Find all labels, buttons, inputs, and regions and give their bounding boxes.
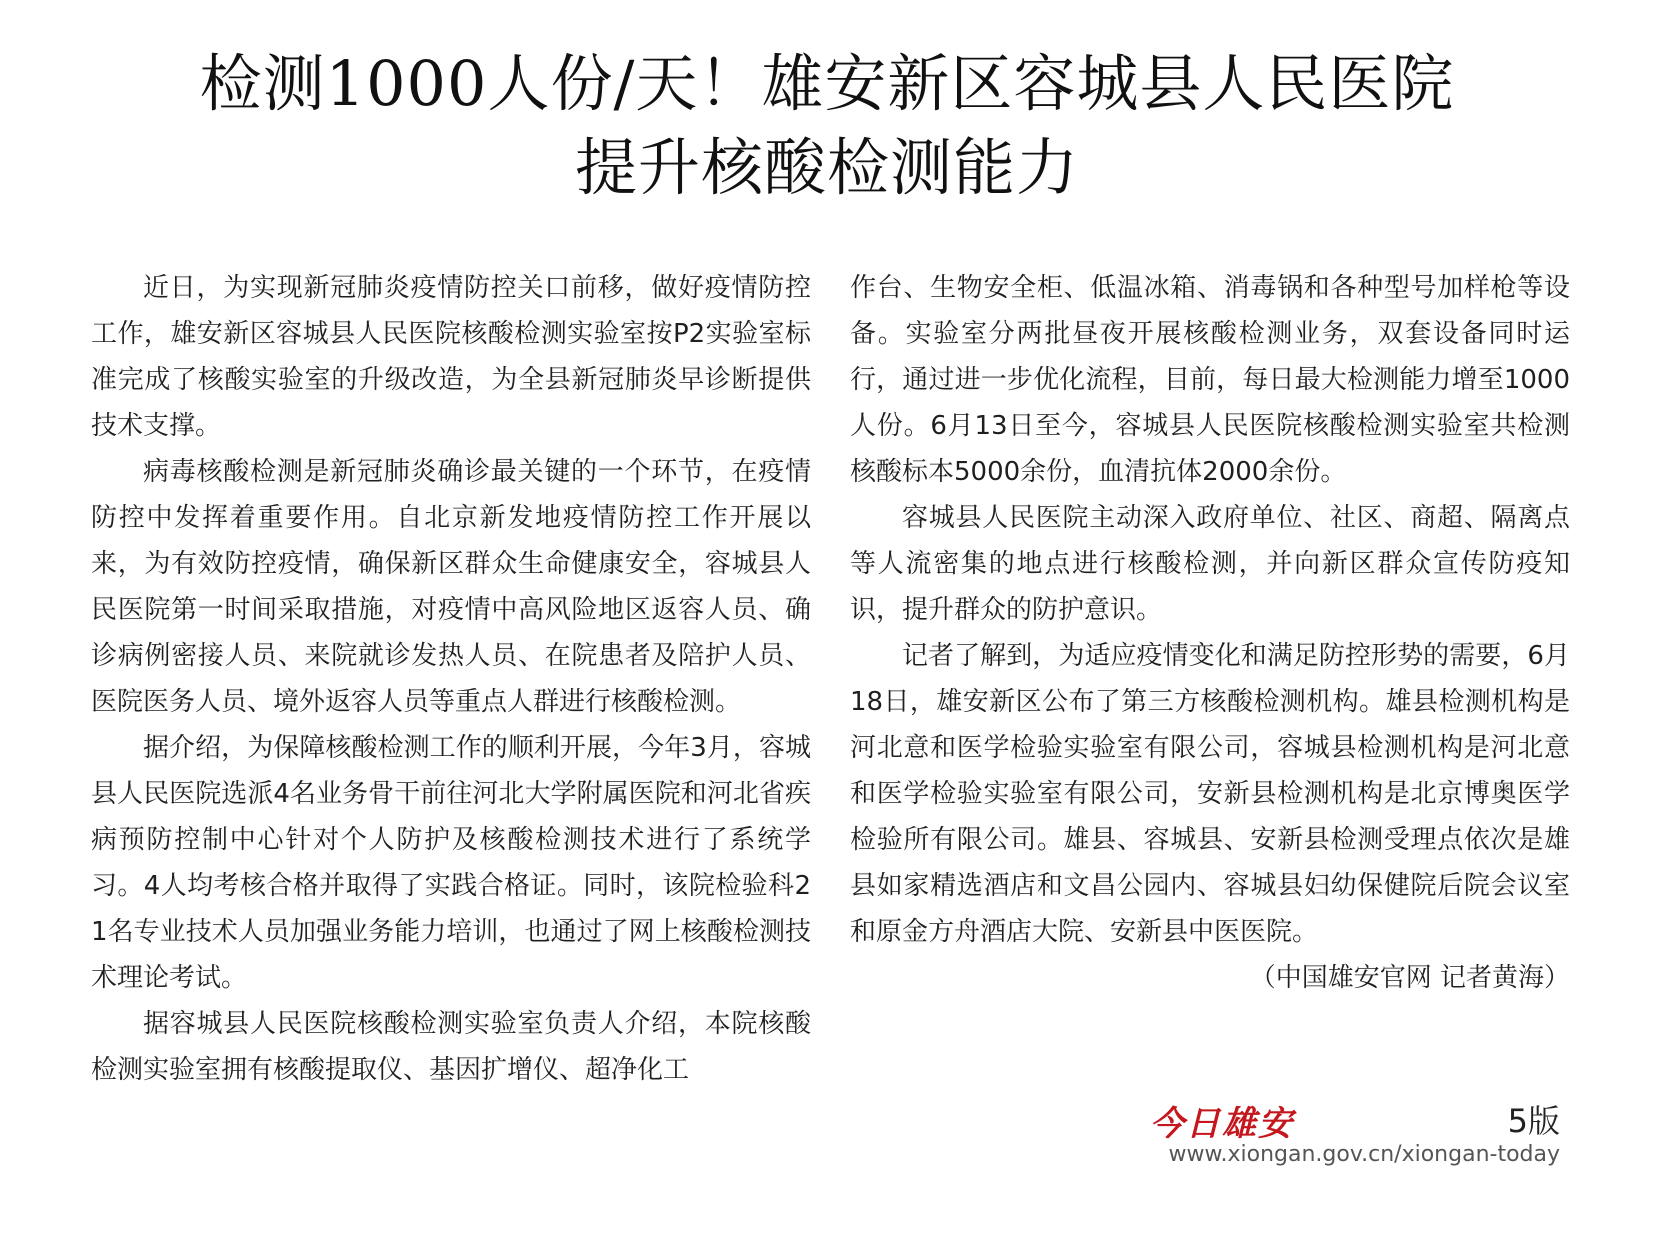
website-url[interactable]: www.xiongan.gov.cn/xiongan-today [1168,1142,1560,1167]
masthead [1150,1096,1560,1186]
left-paragraph-1: 近日，为实现新冠肺炎疫情防控关口前移，做好疫情防控工作，雄安新区容城县人民医院核酸检测实验室按P2实验室标准完成了核酸实验室的升级改造，为全县新冠肺炎早诊断提供技术支撑。 [91,273,811,441]
right-continuation-paragraph: 作台、生物安全柜、低温冰箱、消毒锅和各种型号加样枪等设备。实验室分两批昼夜开展核酸检测业务，双套设备同时运行，通过进一步优化流程，目前，每日最大检测能力增至1000人份。6月13日至今，容城县人民医院核酸检测实验室共检测核酸标本5000余份，血清抗体2000余份。 [850,273,1570,487]
right-paragraph-last-text: 记者了解到，为适应疫情变化和满足防控形势的需要，6月18日，雄安新区公布了第三方核酸检测机构。雄县检测机构是河北意和医学检验实验室有限公司，容城县检测机构是河北意和医学检验实验室有限公司，安新县检测机构是北京博奥医学检验所有限公司。雄县、容城县、安新县检测受理点依次是雄县如家精选酒店和文昌公园内、容城县妇幼保健院后院会议室和原金方舟酒店大院、安新县中医医院。 [850,641,1570,947]
headline-line-2: 提升核酸检测能力 [574,131,1079,204]
byline: （中国雄安官网 记者黄海） [1249,963,1570,993]
right-column [850,265,1570,1001]
edition-number: 5版 [1507,1102,1560,1140]
left-paragraph-4: 据容城县人民医院核酸检测实验室负责人介绍，本院核酸检测实验室拥有核酸提取仪、基因扩增仪、超净化工 [91,1009,811,1085]
headline [0,42,1654,210]
right-paragraph-1: 容城县人民医院主动深入政府单位、社区、商超、隔离点等人流密集的地点进行核酸检测，并向新区群众宣传防疫知识，提升群众的防护意识。 [850,503,1570,625]
left-paragraph-2: 病毒核酸检测是新冠肺炎确诊最关键的一个环节，在疫情防控中发挥着重要作用。自北京新发地疫情防控工作开展以来，为有效防控疫情，确保新区群众生命健康安全，容城县人民医院第一时间采取措施，对疫情中高风险地区返容人员、确诊病例密接人员、来院就诊发热人员、在院患者及陪护人员、医院医务人员、境外返容人员等重点人群进行核酸检测。 [91,457,811,717]
today-xiongan-logo: 今日雄安 [1150,1104,1294,1144]
left-paragraph-3: 据介绍，为保障核酸检测工作的顺利开展，今年3月，容城县人民医院选派4名业务骨干前往河北大学附属医院和河北省疾病预防控制中心针对个人防护及核酸检测技术进行了系统学习。4人均考核合格并取得了实践合格证。同时，该院检验科21名专业技术人员加强业务能力培训，也通过了网上核酸检测技术理论考试。 [91,733,811,993]
left-column [91,265,811,1093]
headline-line-1: 检测1000人份/天！雄安新区容城县人民医院 [199,47,1455,120]
right-paragraph-last [850,633,1570,993]
